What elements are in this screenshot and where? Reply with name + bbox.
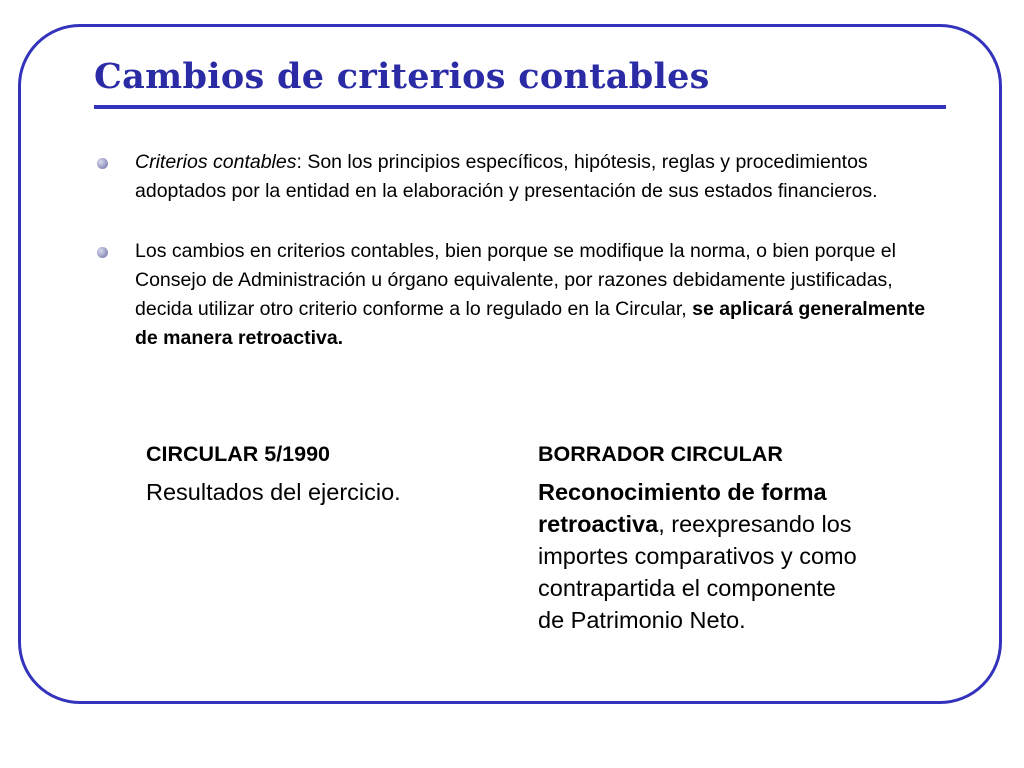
left-column-heading: CIRCULAR 5/1990 <box>146 442 330 466</box>
bullet-dot-icon <box>97 158 108 169</box>
bullet-text: : Son los principios específicos, hipótesis, reglas y procedimientos adoptados por la entidad en la elaboración y presentación de sus estados financieros. <box>135 151 878 202</box>
slide-title: Cambios de criterios contables <box>94 56 710 97</box>
bullet-term: Criterios contables <box>135 151 297 173</box>
title-underline <box>94 105 946 109</box>
right-column-heading: BORRADOR CIRCULAR <box>538 442 783 466</box>
bullet-dot-icon <box>97 247 108 258</box>
bullet-list <box>94 148 939 384</box>
right-column-body-emphasis: Reconocimiento de forma retroactiva <box>538 479 827 537</box>
right-column-body <box>538 476 868 636</box>
left-column-body: Resultados del ejercicio. <box>146 479 401 505</box>
comparison-right-column <box>538 438 868 636</box>
comparison-left-column <box>146 438 476 508</box>
bullet-emphasis: se aplicará generalmente de manera retroactiva. <box>135 298 926 349</box>
bullet-item-criterios <box>94 148 939 206</box>
bullet-item-cambios <box>94 237 939 353</box>
right-column-body-text: , reexpresando los importes comparativos y como contrapartida el componente de Patrimonio Neto. <box>538 511 857 633</box>
bullet-text: Los cambios en criterios contables, bien porque se modifique la norma, o bien porque el Consejo de Administración u órgano equivalente, por razones debidamente justificadas, decida utilizar otro criterio conforme a lo regulado en la Circular, <box>135 240 896 320</box>
